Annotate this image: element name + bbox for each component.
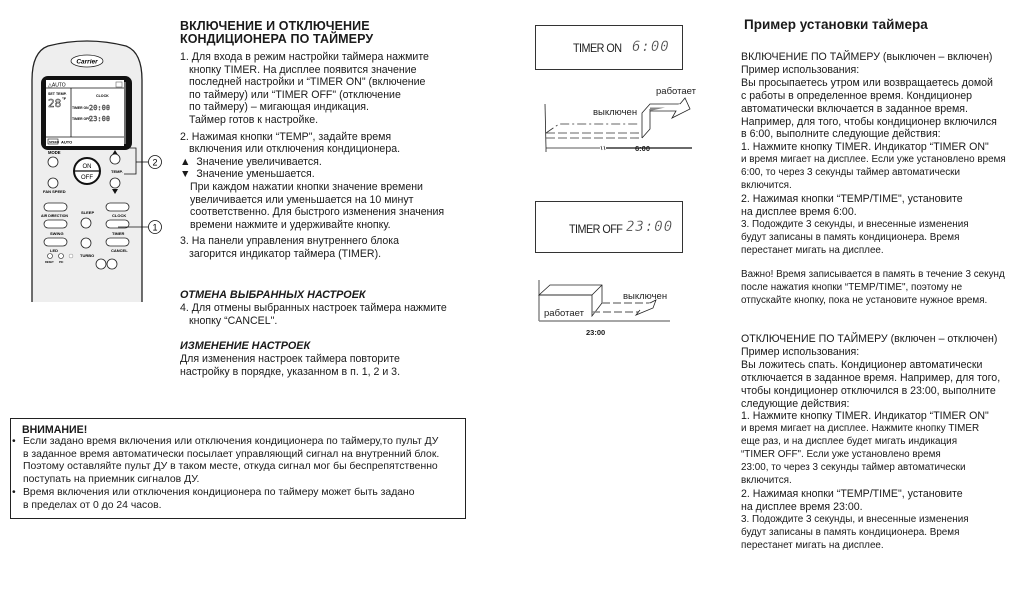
warning-bullet-2: • Время включения или отключения кондиционера по таймеру может быть задано в пределах от 0 до 24 часов.: [12, 487, 415, 511]
down-triangle-icon: ▼: [180, 168, 191, 181]
timer-on-diagram: [530, 80, 710, 155]
increase-line: ▲ Значение увеличивается.: [180, 155, 322, 168]
svg-text:2: 2: [152, 157, 158, 168]
warning-title: ВНИМАНИЕ!: [22, 424, 88, 436]
temp-unit: °F: [62, 96, 67, 101]
example-title: Пример установки таймера: [744, 17, 928, 32]
off-label: OFF: [81, 175, 93, 181]
timer-off-example: ОТКЛЮЧЕНИЕ ПО ТАЙМЕРУ (включен – отключен) Пример использования: Вы ложитесь спать. Кондиционер автоматически отключается в заданное время. Например, для того, чтобы кондиционер отключился в 23:00, выполните следующие действия: 1. Нажмите кнопку TIMER. Индикатор “TIMER ON" и время мигает на дисплее. Нажмите кнопку TIMER еще раз, и на дисплее будет мигать индикация “TIMER OFF". Если уже установлено время 23:00, то через 3 секунды таймер автоматически включится. 2. Нажимая кнопки “TEMP/TIME", установите на дисплее время 23:00. 3. Подождите 3 секунды, и внесенные изменения будут записаны в память кондиционера. Время перестанет мигать на дисплее.: [741, 333, 1001, 551]
sleep-button[interactable]: [81, 218, 91, 228]
timer-off-display-time: 23:00: [626, 219, 674, 235]
timer-on-axis-time: 6:00: [635, 144, 651, 153]
state-on-label: работает: [656, 86, 696, 97]
step-1-line: 1. Для входа в режим настройки таймера нажмите: [180, 51, 429, 63]
important-note: Важно! Время записывается в память в течение 3 секунд после нажатия кнопки “TEMP/TIME", поэтому не отпускайте кнопку, пока не установите нужное время.: [741, 269, 1005, 306]
svg-text:1: 1: [152, 222, 158, 233]
change-section: ИЗМЕНЕНИЕ НАСТРОЕК Для изменения настроек таймера повторите настройку в порядке, указанном в п. 1, 2 и 3.: [180, 340, 401, 378]
warning-bullet-1: • Если задано время включения или отключения кондиционера по таймеру,то пульт ДУ в заданное время автоматически посылает управляющий сигнал на внутренний блок. Поэтому оставляйте пульт ДУ в таком месте, откуда сигнал мог бы беспрепятственно поступать на приемник сигналов ДУ.: [12, 436, 440, 486]
up-triangle-icon: ▲: [180, 155, 191, 168]
timer-on-display-label: TIMER ON: [573, 41, 622, 55]
mode-indicator: △AUTO: [48, 82, 66, 89]
swing-label: SWING: [50, 231, 64, 236]
remote-callouts: [118, 140, 178, 240]
speed-value: AUTO: [61, 139, 73, 145]
temp-label: TEMP.: [111, 169, 123, 174]
brand-name: Carrier: [76, 58, 98, 66]
mode-button[interactable]: [48, 157, 58, 167]
timer-steps: 1. Для входа в режим настройки таймера нажмите кнопку TIMER. На дисплее появится значение последней настройки и “TIMER ON" (включение по таймеру) или “TIMER OFF" (отключение по таймеру) – мигающая индикация. Таймер готов к настройке. 2. Нажимая кнопки “TEMP", задайте время включения или отключения кондиционера. ▲ Значение увеличивается. ▼ Значение уменьшается. При каждом нажатии кнопки значение времени увеличивается или уменьшается на 10 минут соответственно. Для быстрого изменения значения времени нажмите и удерживайте кнопку. 3. На панели управления внутреннего блока загорится индикатор таймера (TIMER).: [180, 51, 445, 260]
timer-off-value: 23:00: [89, 115, 111, 123]
speed-label: SPEED: [49, 140, 60, 144]
timer-on-display-time: 6:00: [632, 39, 670, 55]
turbo-button[interactable]: [81, 238, 91, 248]
air-direction-label: AIR DIRECTION: [41, 214, 68, 218]
state-off-label: выключен: [593, 107, 638, 118]
cancel-section: ОТМЕНА ВЫБРАННЫХ НАСТРОЕК 4. Для отмены выбранных настроек таймера нажмите кнопку “CANCEL".: [180, 289, 447, 327]
indicator-led: [69, 254, 73, 258]
bullet-icon: •: [12, 436, 16, 447]
air-direction-button[interactable]: [44, 203, 67, 211]
timer-on-label: TIMER ON: [72, 106, 89, 110]
cancel-section-title: ОТМЕНА ВЫБРАННЫХ НАСТРОЕК: [180, 289, 366, 301]
timer-off-label: TIMER OFF: [72, 117, 91, 121]
timer-on-heading: ВКЛЮЧЕНИЕ ПО ТАЙМЕРУ (выключен – включен): [741, 51, 993, 63]
cancel-button-label: CANCEL: [111, 248, 128, 253]
on-label: ON: [82, 164, 92, 170]
timer-off-axis-time: 23:00: [586, 328, 606, 337]
state-off-label: выключен: [623, 291, 668, 302]
fan-speed-button[interactable]: [48, 178, 58, 188]
timer-on-value: 20:00: [89, 104, 111, 112]
timer-off-display-label: TIMER OFF: [569, 222, 623, 236]
set-temp-label: SET TEMP.: [48, 92, 67, 96]
timer-on-example: ВКЛЮЧЕНИЕ ПО ТАЙМЕРУ (выключен – включен) Пример использования: Вы просыпаетесь утром или возвращаетесь домой с работы в определенное время. Кондиционер автоматически включается в заданное время. Например, для того, чтобы кондиционер включился в 6:00, выполните следующие действия: 1. Нажмите кнопку TIMER. Индикатор “TIMER ON" и время мигает на дисплее. Если уже установлено время 6:00, то через 3 секунды таймер автоматически включится. 2. Нажимая кнопки “TEMP/TIME", установите на дисплее время 6:00. 3. Подождите 3 секунды, и внесенные изменения будут записаны в память кондиционера. Время перестанет мигать на дисплее.: [741, 51, 1006, 256]
decrease-line: ▼ Значение уменьшается.: [180, 168, 315, 181]
swing-button[interactable]: [44, 220, 67, 228]
turbo-label: TURBO: [80, 253, 95, 258]
clock-button-label: CLOCK: [112, 213, 127, 218]
timer-section-title: ВКЛЮЧЕНИЕ И ОТКЛЮЧЕНИЕ КОНДИЦИОНЕРА ПО ТАЙМЕРУ: [180, 19, 374, 46]
pic-label: PIC: [59, 261, 64, 264]
timer-off-heading: ОТКЛЮЧЕНИЕ ПО ТАЙМЕРУ (включен – отключен): [741, 333, 998, 345]
fan-speed-label: FAN SPEED: [43, 189, 66, 194]
timer-on-display: [535, 25, 683, 70]
reset-button[interactable]: [48, 254, 53, 259]
timer-button-label: TIMER: [112, 231, 125, 236]
mode-label: MODE: [48, 150, 61, 155]
timer-off-display: [535, 201, 683, 253]
bullet-icon: •: [12, 487, 16, 498]
state-on-label: работает: [544, 308, 584, 319]
reset-label: RESET: [45, 261, 54, 264]
pic-button[interactable]: [59, 254, 64, 259]
led-label: LED: [50, 248, 58, 253]
sleep-label: SLEEP: [81, 210, 95, 215]
step-2-line: 2. Нажимая кнопки “TEMP", задайте время: [180, 130, 392, 143]
step-3-line: 3. На панели управления внутреннего блока: [180, 235, 400, 248]
change-section-title: ИЗМЕНЕНИЕ НАСТРОЕК: [180, 340, 311, 352]
set-temp-value: 28: [48, 97, 62, 110]
warning-box: [10, 418, 466, 519]
clock-label: CLOCK: [96, 94, 109, 98]
lcd-display: [46, 80, 124, 146]
led-button[interactable]: [44, 238, 67, 246]
